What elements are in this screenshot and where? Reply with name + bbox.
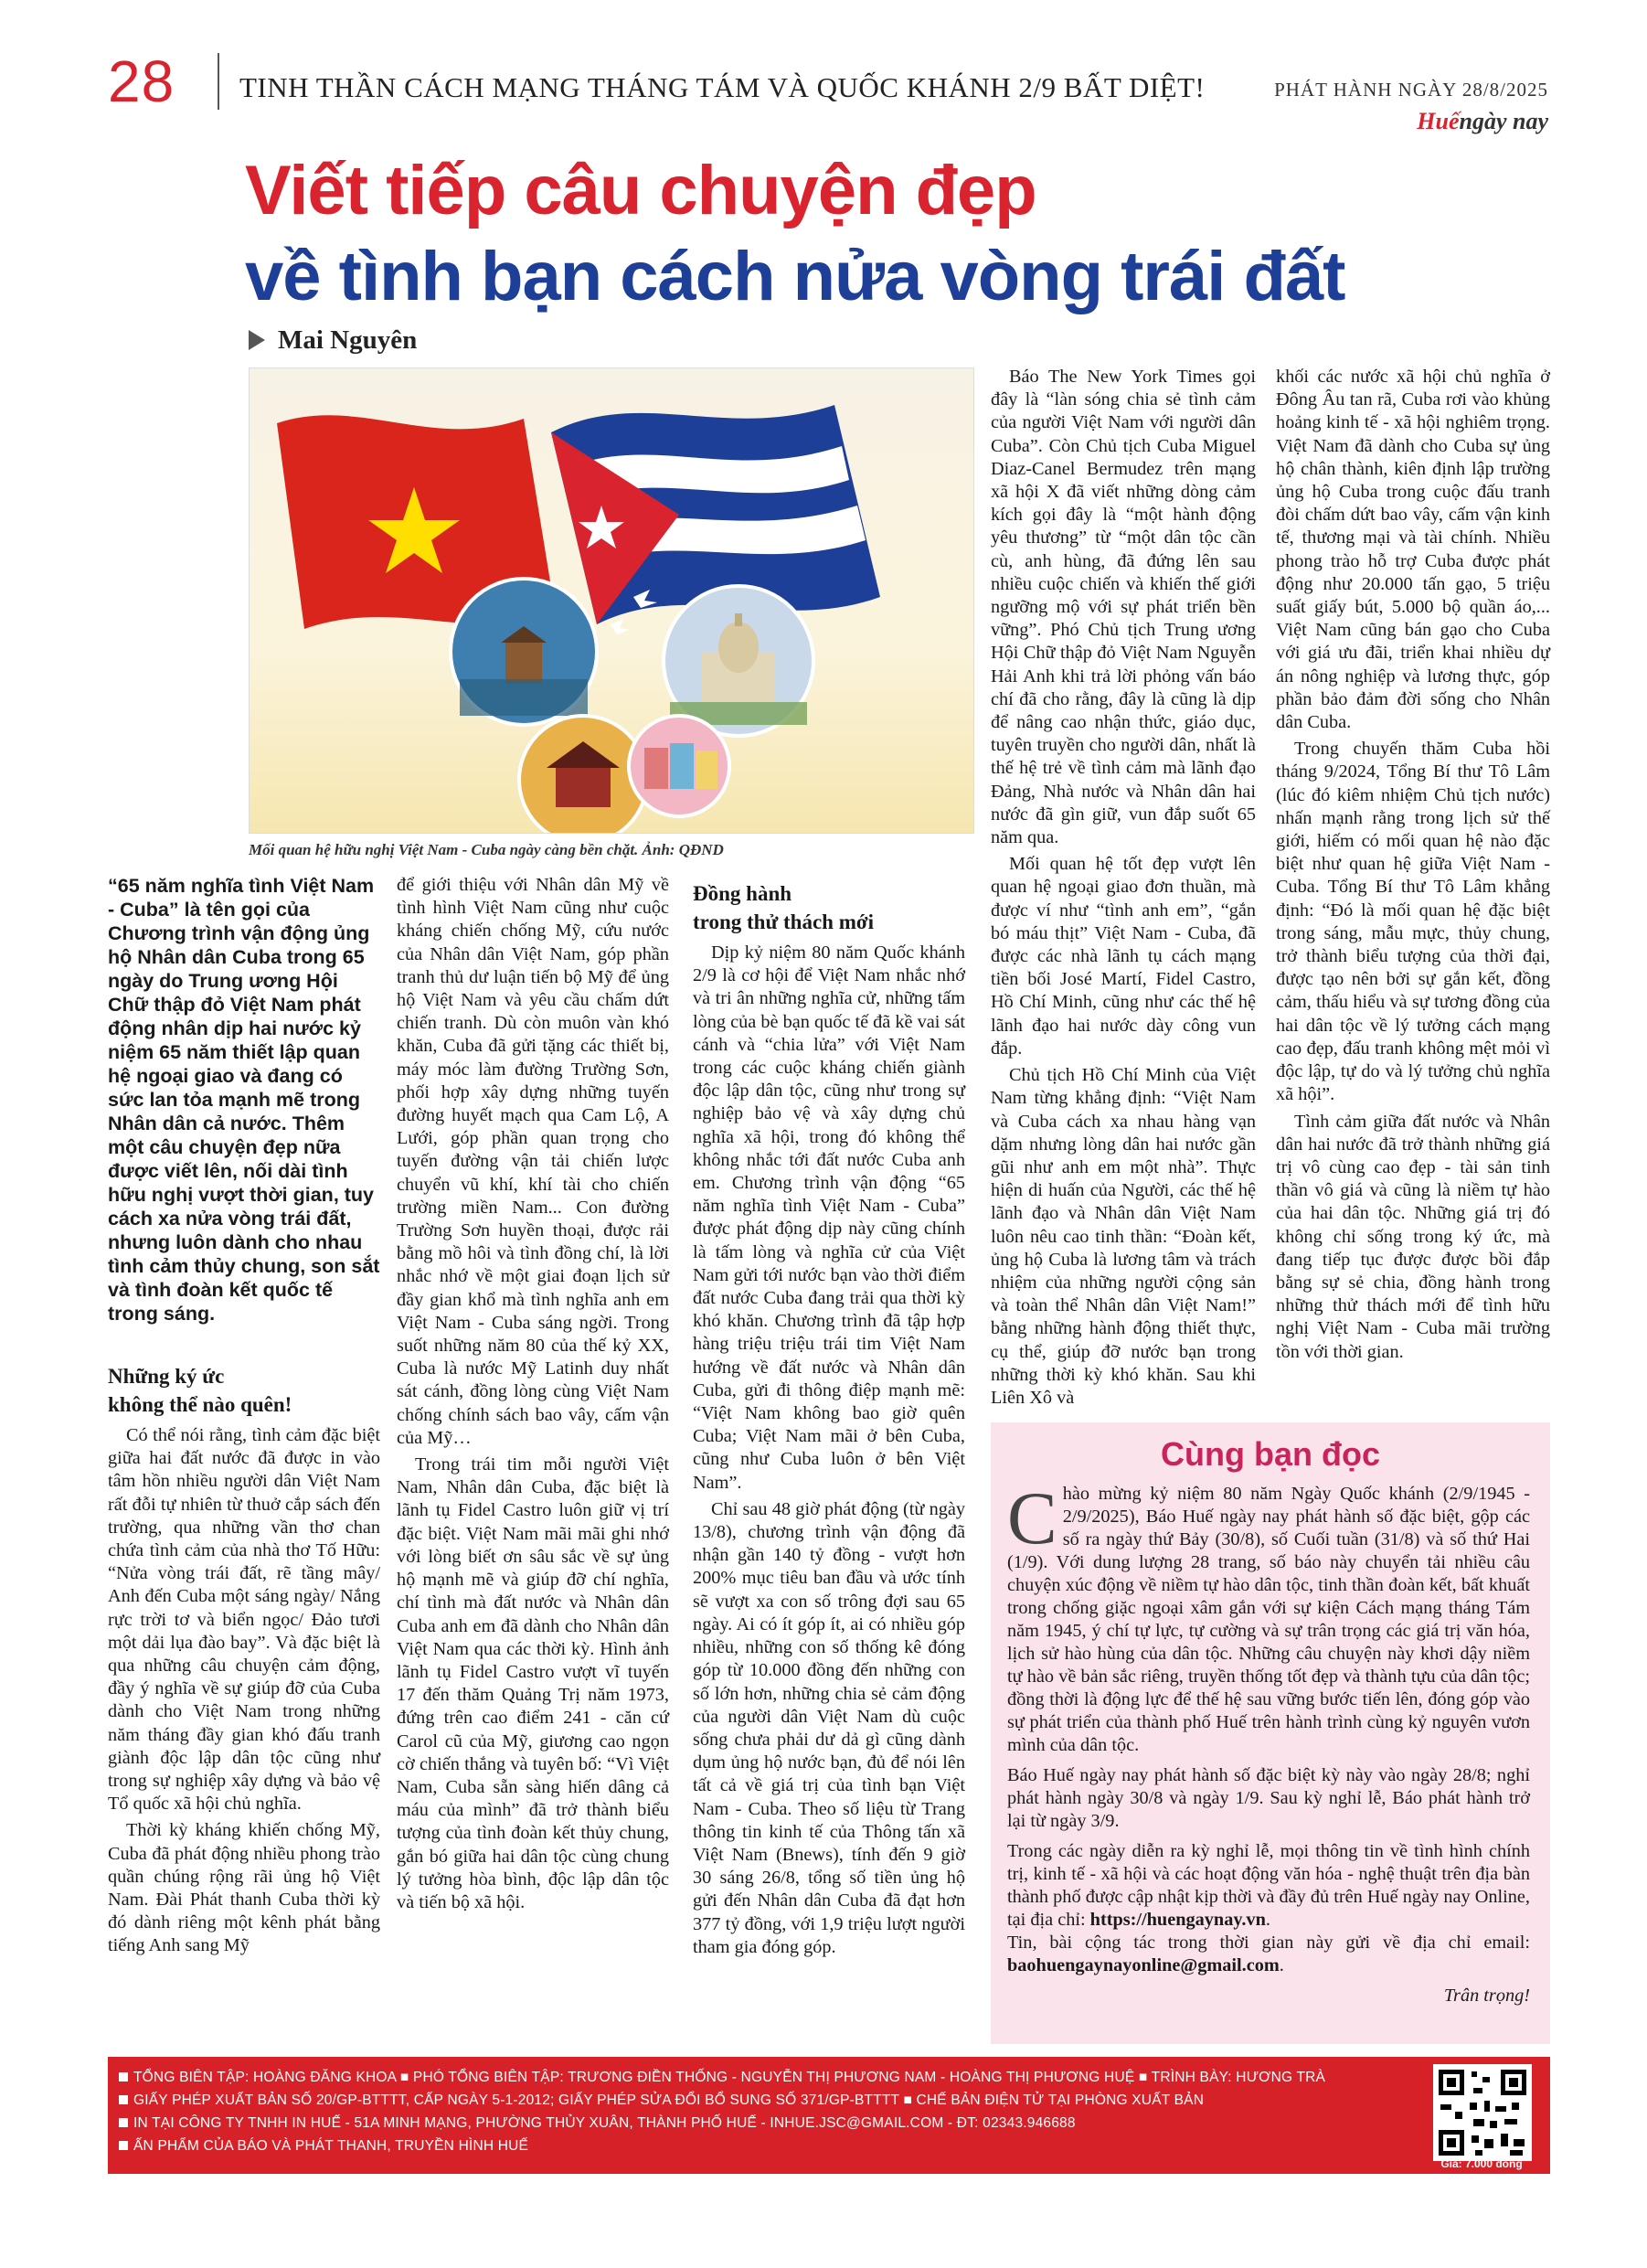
column-2 bbox=[397, 874, 669, 1918]
square-bullet-icon bbox=[119, 2118, 128, 2127]
footer-credits bbox=[108, 2057, 1550, 2174]
play-triangle-icon bbox=[249, 330, 265, 350]
article-lead: “65 năm nghĩa tình Việt Nam - Cuba” là tên gọi của Chương trình vận động ủng hộ Nhân dân Cuba trong 65 ngày do Trung ương Hội Chữ thập đỏ Việt Nam phát động nhân dịp hai nước kỷ niệm 65 năm thiết lập quan hệ ngoại giao và đang có sức lan tỏa mạnh mẽ trong Nhân dân cả nước. Thêm một câu chuyện đẹp nữa được viết lên, nối dài tình hữu nghị vượt thời gian, tuy cách xa nửa vòng trái đất, nhưng luôn dành cho nhau tình cảm thủy chung, son sắt và tình đoàn kết quốc tế trong sáng. bbox=[108, 875, 380, 1325]
subheading-1-line-a: Những ký ức bbox=[108, 1365, 225, 1388]
signoff: Trân trọng! bbox=[1443, 1986, 1530, 2006]
square-bullet-icon bbox=[119, 2072, 128, 2082]
reader-notice-title: Cùng bạn đọc bbox=[1161, 1435, 1380, 1473]
qr-code-icon[interactable] bbox=[1433, 2064, 1532, 2161]
paragraph: Thời kỳ kháng khiến chống Mỹ, Cuba đã phát động nhiều phong trào quần chúng rộng rãi ủng hộ Việt Nam. Đài Phát thanh Cuba thời kỳ đó dành riêng một kênh phát bằng tiếng Anh sang Mỹ bbox=[108, 1820, 380, 1956]
subheading-2-line-b: trong thử thách mới bbox=[693, 910, 874, 933]
footer-line-editors bbox=[119, 2066, 1398, 2089]
title-line-1: Viết tiếp câu chuyện đẹp bbox=[245, 152, 1036, 229]
header-divider bbox=[218, 53, 219, 110]
paragraph: Mối quan hệ tốt đẹp vượt lên quan hệ ngoại giao đơn thuần, mà được ví như “tình anh em”, “gắn bó máu thịt” Việt Nam - Cuba, đã được các nhà lãnh tụ cách mạng tiền bối José Martí, Fidel Castro, Hồ Chí Minh, cũng như các thế hệ lãnh đạo hai nước dày công vun đắp. bbox=[991, 854, 1256, 1059]
paragraph: Trong chuyến thăm Cuba hồi tháng 9/2024, Tổng Bí thư Tô Lâm (lúc đó kiêm nhiệm Chủ tịch nước) nhấn mạnh rằng trong lịch sử thế giới, hiếm có mối quan hệ nào đặc biệt như quan hệ giữa Việt Nam - Cuba. Tổng Bí thư Tô Lâm khẳng định: “Đó là mối quan hệ đặc biệt trong sáng, mẫu mực, thủy chung, trở thành biểu tượng của thời đại, được tạo nên bởi sự gắn kết, đồng cảm, thấu hiểu và sự tương đồng của hai dân tộc về lý tưởng cách mạng cao đẹp, đấu tranh không mệt mỏi vì độc lập, tự do và lý tưởng chủ nghĩa xã hội”. bbox=[1276, 739, 1550, 1105]
subheading-1 bbox=[108, 1362, 380, 1419]
notice-paragraph-1: hào mừng kỷ niệm 80 năm Ngày Quốc khánh (2/9/1945 - 2/9/2025), Báo Huế ngày nay phát hành số đặc biệt, gộp các số ra ngày thứ Bảy (30/8), số Cuối tuần (31/8) và số thứ Hai (1/9). Với dung lượng 28 trang, số báo này chuyển tải nhiều câu chuyện xúc động về niềm tự hào dân tộc, tinh thần đoàn kết, bất khuất trong chống giặc ngoại xâm gắn với sự kiện Cách mạng tháng Tám năm 1945, ý chí tự lực, tự cường và sự trân trọng các giá trị văn hóa, lịch sử hào hùng của dân tộc. Những câu chuyện này khơi dậy niềm tự hào về bản sắc riêng, truyền thống tốt đẹp và thành tựu của dân tộc; đồng thời là động lực để thế hệ sau vững bước tiến lên, đóng góp vào sự phát triển của thành phố Huế trên hành trình cùng kỷ nguyên vươn mình của dân tộc. bbox=[1007, 1484, 1530, 1755]
article-title bbox=[245, 148, 1579, 320]
website-link[interactable]: https://huengaynay.vn bbox=[1089, 1910, 1266, 1930]
masthead-ngaynay: ngày nay bbox=[1459, 108, 1548, 134]
footer-line-license bbox=[119, 2089, 1398, 2112]
author-byline bbox=[249, 325, 417, 356]
notice-text: Trong các ngày diễn ra kỳ nghỉ lễ, mọi thông tin về tình hình chính trị, kinh tế - xã hội và các hoạt động văn hóa - nghệ thuật trên địa bàn thành phố được cập nhật kịp thời và đầy đủ trên Huế ngày nay Online, tại địa chỉ: bbox=[1007, 1841, 1530, 1930]
square-bullet-icon bbox=[119, 2141, 128, 2150]
photo-caption: Mối quan hệ hữu nghị Việt Nam - Cuba ngày càng bền chặt. Ảnh: QĐND bbox=[249, 841, 724, 858]
article-photo bbox=[249, 367, 974, 834]
masthead-hue: Huế bbox=[1417, 108, 1460, 134]
notice-paragraph-3 bbox=[1007, 1840, 1530, 1977]
paragraph: Dịp kỷ niệm 80 năm Quốc khánh 2/9 là cơ hội để Việt Nam nhắc nhớ và tri ân những nghĩa cử, những tấm lòng của bè bạn quốc tế đã kề vai sát cánh và “chia lửa” với Việt Nam trong các cuộc kháng chiến giành độc lập dân tộc, cũng như trong sự nghiệp bảo vệ và xây dựng chủ nghĩa xã hội, trong đó không thể không nhắc tới đất nước Cuba anh em. Chương trình vận động “65 năm nghĩa tình Việt Nam - Cuba” được phát động dịp này cũng chính là tấm lòng và nghĩa cử của Việt Nam gửi tới nước bạn vào thời điểm đất nước Cuba đang trải qua thời kỳ khó khăn. Chương trình đã tập hợp hàng triệu triệu trái tim Việt Nam hướng về đất nước và Nhân dân Cuba, gửi đi thông điệp mạnh mẽ: “Việt Nam không bao giờ quên Cuba; Việt Nam mãi ở bên Cuba, cũng như Cuba luôn ở bên Việt Nam”. bbox=[693, 942, 965, 1493]
footer-text: TỔNG BIÊN TẬP: HOÀNG ĐĂNG KHOA ■ PHÓ TỔNG BIÊN TẬP: TRƯƠNG ĐIỀN THỐNG - NGUYỄN THỊ PHƯƠNG NAM - HOÀNG THỊ PHƯƠNG HUỆ ■ TRÌNH BÀY: HƯƠNG TRÀ bbox=[133, 2070, 1326, 2085]
masthead-logo bbox=[1417, 108, 1548, 135]
paragraph: khối các nước xã hội chủ nghĩa ở Đông Âu tan rã, Cuba rơi vào khủng hoảng kinh tế - xã hội nghiêm trọng. Việt Nam đã dành cho Cuba sự ủng hộ chân thành, kiên định lập trường ủng hộ Cuba trong cuộc đấu tranh đòi chấm dứt bao vây, cấm vận kinh tế, thương mại và tài chính. Nhiều phong trào hỗ trợ Cuba được phát động như 20.000 tấn gạo, 5 triệu suất giấy bút, 5.000 bộ quần áo,... Việt Nam cũng bán gạo cho Cuba với giá ưu đãi, triển khai nhiều dự án nông nghiệp và lương thực, góp phần bảo đảm đời sống cho Nhân dân Cuba. bbox=[1276, 367, 1550, 733]
drop-cap: C bbox=[1007, 1476, 1057, 1560]
paragraph: Trong trái tim mỗi người Việt Nam, Nhân dân Cuba, đặc biệt là lãnh tụ Fidel Castro luôn giữ vị trí đặc biệt. Việt Nam mãi mãi ghi nhớ với lòng biết ơn sâu sắc về sự ủng hộ mạnh mẽ và giúp đỡ chí nghĩa, chí tình mà đất nước và Nhân dân Cuba anh em đã dành cho Nhân dân Việt Nam qua các thời kỳ. Hình ảnh lãnh tụ Fidel Castro vượt vĩ tuyến 17 đến thăm Quảng Trị năm 1973, đứng trên cao điểm 241 - căn cứ Carol cũ của Mỹ, giương cao ngọn cờ chiến thắng và tuyên bố: “Vì Việt Nam, Cuba sẵn sàng hiến dâng cả máu của mình” đã trở thành biểu tượng của tình đoàn kết thủy chung, gắn bó giữa hai dân tộc cùng chung lý tưởng hòa bình, độc lập dân tộc và tiến bộ xã hội. bbox=[397, 1454, 669, 1912]
page-number: 28 bbox=[108, 48, 175, 114]
footer-text: GIẤY PHÉP XUẤT BẢN SỐ 20/GP-BTTTT, CẤP NGÀY 5-1-2012; GIẤY PHÉP SỬA ĐỔI BỔ SUNG SỐ 371/GP-BTTTT ■ CHẾ BẢN ĐIỆN TỬ TẠI PHÒNG XUẤT BẢN bbox=[133, 2092, 1205, 2108]
email-link[interactable]: baohuengaynayonline@gmail.com bbox=[1007, 1955, 1280, 1975]
publication-date: PHÁT HÀNH NGÀY 28/8/2025 bbox=[1274, 79, 1548, 101]
paragraph: Chỉ sau 48 giờ phát động (từ ngày 13/8), chương trình vận động đã nhận gần 140 tỷ đồng - vượt hơn 200% mục tiêu ban đầu và ước tính sẽ vượt xa con số trông đợi sau 65 ngày. Ai có ít góp ít, ai có nhiều góp nhiều, những con số thống kê đóng góp từ 10.000 đồng đến những con số lớn hơn, những chia sẻ cảm động của người dân Việt Nam dù cuộc sống chưa phải dư dả gì cũng dành dụm ủng hộ nước bạn, đủ để nói lên tất cả về giá trị của tình bạn Việt Nam - Cuba. Theo số liệu từ Trang thông tin kinh tế của Thông tấn xã Việt Nam (Bnews), tính đến 9 giờ 30 sáng 26/8, tổng số tiền ủng hộ gửi đến Nhân dân Cuba đã đạt hơn 377 tỷ đồng, với 1,9 triệu lượt người tham gia đóng góp. bbox=[693, 1498, 965, 1957]
flags-illustration bbox=[250, 368, 974, 834]
paragraph: Tình cảm giữa đất nước và Nhân dân hai nước đã trở thành những giá trị vô cùng cao đẹp - tài sản tinh thần vô giá và cũng là niềm tự hào của hai dân tộc. Những giá trị đó không chỉ sống trong ký ức, mà đang tiếp tục được được bồi đắp bằng sự sẻ chia, đồng hành trong những thử thách mới để tình hữu nghị Việt Nam - Cuba mãi trường tồn với thời gian. bbox=[1276, 1111, 1550, 1362]
notice-text: Tin, bài cộng tác trong thời gian này gửi về địa chỉ email: bbox=[1007, 1933, 1530, 1953]
reader-notice-text bbox=[991, 1476, 1550, 2007]
paragraph: Có thể nói rằng, tình cảm đặc biệt giữa hai đất nước đã được in vào tâm hồn nhiều người dân Việt Nam rất đỗi tự nhiên từ thuở cắp sách đến trường, qua những vần thơ chan chứa tình cảm của nhà thơ Tố Hữu: “Nửa vòng trái đất, rẽ tầng mây/ Anh đến Cuba một sáng ngày/ Nắng rực trời tơ và biển ngọc/ Đảo tươi một dải lụa đào bay”. Và đặc biệt là qua những câu chuyện cảm động, đầy ý nghĩa về sự giúp đỡ của Cuba dành cho Việt Nam trong những năm tháng đầy gian khó đấu tranh giành độc lập dân tộc cũng như trong sự nghiệp xây dựng và bảo vệ Tổ quốc xã hội chủ nghĩa. bbox=[108, 1425, 380, 1815]
price-label: Giá: 7.000 đồng bbox=[1440, 2157, 1523, 2170]
square-bullet-icon bbox=[119, 2095, 128, 2104]
title-line-2: về tình bạn cách nửa vòng trái đất bbox=[245, 238, 1345, 315]
notice-text: . bbox=[1279, 1955, 1284, 1975]
author-name: Mai Nguyên bbox=[278, 325, 418, 355]
notice-paragraph-2: Báo Huế ngày nay phát hành số đặc biệt kỳ này vào ngày 28/8; nghỉ phát hành ngày 30/8 và ngày 1/9. Sau kỳ nghỉ lễ, Báo phát hành trở lại từ ngày 3/9. bbox=[1007, 1765, 1530, 1831]
column-5 bbox=[1276, 366, 1550, 1368]
reader-notice-box bbox=[991, 1422, 1550, 2044]
header-slogan: TINH THẦN CÁCH MẠNG THÁNG TÁM VÀ QUỐC KHÁNH 2/9 BẤT DIỆT! bbox=[239, 71, 1206, 103]
subheading-2 bbox=[693, 879, 965, 936]
subheading-2-line-a: Đồng hành bbox=[693, 882, 792, 905]
subheading-1-line-b: không thể nào quên! bbox=[108, 1393, 292, 1416]
column-3 bbox=[693, 874, 965, 1963]
footer-text: ẤN PHẨM CỦA BÁO VÀ PHÁT THANH, TRUYỀN HÌNH HUẾ bbox=[133, 2138, 529, 2154]
paragraph: Chủ tịch Hồ Chí Minh của Việt Nam từng khẳng định: “Việt Nam và Cuba cách xa nhau hàng vạn dặm nhưng lòng dân hai nước gần gũi như anh em một nhà”. Thực hiện di huấn của Người, các thế hệ lãnh đạo và Nhân dân Việt Nam luôn nêu cao tinh thần: “Đoàn kết, ủng hộ Cuba là lương tâm và trách nhiệm của những người cộng sản và toàn thể Nhân dân Việt Nam!” bằng những hành động thiết thực, cụ thể, giúp đỡ nước bạn trong những thời kỳ khó khăn. Sau khi Liên Xô và bbox=[991, 1065, 1256, 1408]
footer-line-publisher bbox=[119, 2135, 1398, 2157]
column-4 bbox=[991, 366, 1256, 1413]
paragraph: Báo The New York Times gọi đây là “làn sóng chia sẻ tình cảm của người Việt Nam với người dân Cuba”. Còn Chủ tịch Cuba Miguel Diaz-Canel Bermudez trên mạng xã hội X đã viết những dòng cảm kích gọi đây là “một hành động yêu thương” từ “một dân tộc cần cù, anh hùng, đã đứng lên sau nhiều cuộc chiến và khiến thế giới ngưỡng mộ với sự phát triển bền vững”. Phó Chủ tịch Trung ương Hội Chữ thập đỏ Việt Nam Nguyễn Hải Anh khi trả lời phỏng vấn báo chí đã cho rằng, đây là cũng là dịp để nâng cao nhận thức, giáo dục, tuyên truyền cho người dân, nhất là thế hệ trẻ về tình cảm mà lãnh đạo Đảng, Nhà nước và Nhân dân hai nước đã gìn giữ, vun đắp suốt 65 năm qua. bbox=[991, 367, 1256, 848]
column-1 bbox=[108, 874, 380, 1962]
footer-line-printer bbox=[119, 2112, 1398, 2135]
notice-text: . bbox=[1265, 1910, 1270, 1930]
paragraph: để giới thiệu với Nhân dân Mỹ về tình hình Việt Nam cũng như cuộc kháng chiến chống Mỹ, cứu nước của Nhân dân Việt Nam, góp phần tranh thủ dư luận tiến bộ Mỹ để ủng hộ Việt Nam và yêu cầu chấm dứt chiến tranh. Dù còn muôn vàn khó khăn, Cuba đã gửi tặng các thiết bị, máy móc làm đường Trường Sơn, phối hợp xây dựng những tuyến đường huyết mạch qua Cam Lộ, A Lưới, góp phần quan trọng cho tuyến đường vận tải chiến lược chuyển vũ khí, khí tài cho chiến trường miền Nam... Con đường Trường Sơn huyền thoại, được rải bằng mồ hôi và tình đồng chí, là lời nhắc nhớ về một giai đoạn lịch sử đầy gian khổ mà tình nghĩa anh em Việt Nam - Cuba sáng ngời. Trong suốt những năm 80 của thế kỷ XX, Cuba là nước Mỹ Latinh duy nhất sát cánh, đồng lòng cùng Việt Nam chống chính sách bao vây, cấm vận của Mỹ… bbox=[397, 875, 669, 1448]
footer-text: IN TẠI CÔNG TY TNHH IN HUẾ - 51A MINH MẠNG, PHƯỜNG THỦY XUÂN, THÀNH PHỐ HUẾ - INHUE.JSC@GMAIL.COM - ĐT: 02343.946688 bbox=[133, 2115, 1076, 2131]
